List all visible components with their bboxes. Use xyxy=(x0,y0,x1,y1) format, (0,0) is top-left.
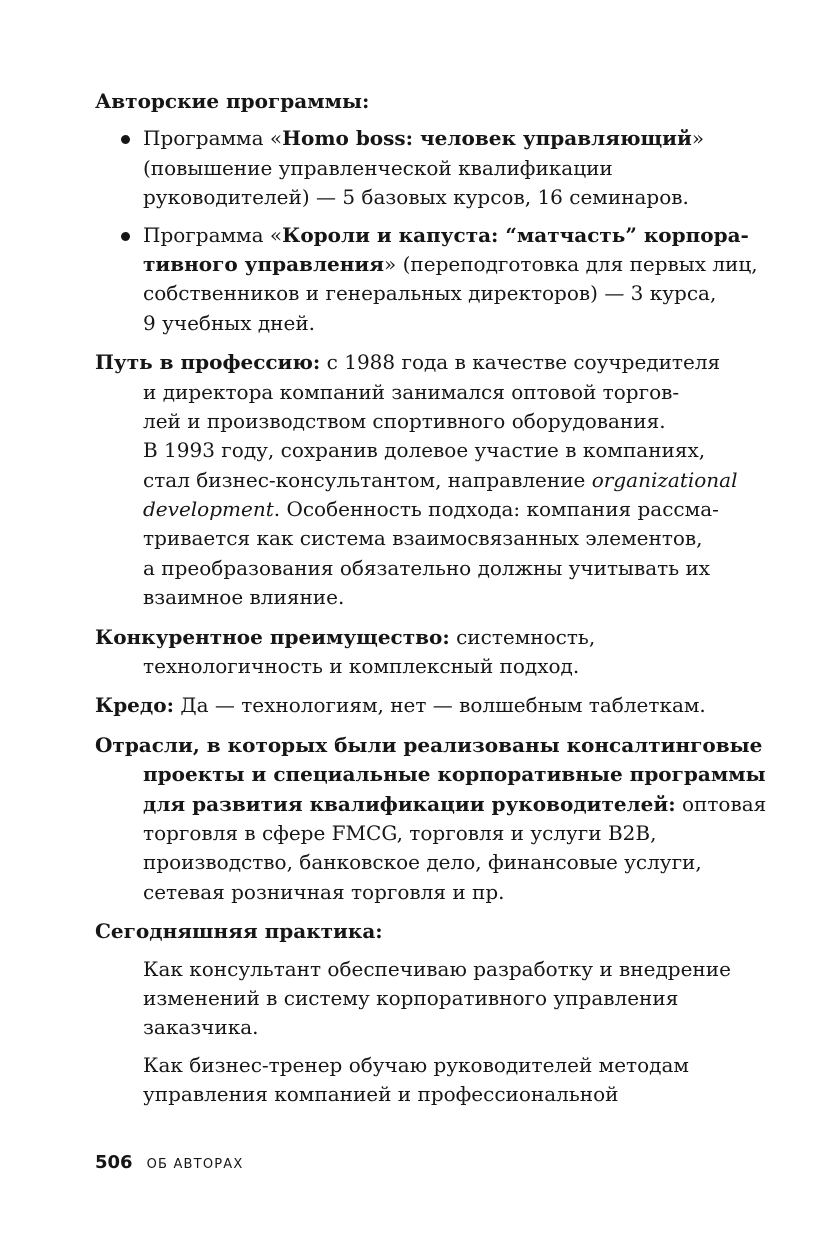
practice-heading: Сегодняшняя практика: xyxy=(95,919,383,944)
author-programs-heading: Авторские программы: xyxy=(95,89,370,113)
bullet-icon xyxy=(121,232,130,241)
career-label: Путь в профессию: xyxy=(95,350,321,375)
advantage-section: Конкурентное преимущество: системность, технологичность и комплексный подход. xyxy=(95,624,596,679)
advantage-label: Конкурентное преимущество: xyxy=(95,624,450,649)
practice-section: Сегодняшняя практика: Как консультант обеспечиваю разработку и внедрение изменений в систему корпоративного управления заказчика. Как бизнес-тренер обучаю руководителей методам управления компанией и профессиональной xyxy=(95,917,745,1109)
program-item: Программа «Homo boss: человек управляющий» (повышение управленческой квалификации руководителей) — 5 базовых курсов, 16 семинаров. xyxy=(95,124,745,212)
credo-label: Кредо: xyxy=(95,693,174,718)
page-number: 506 xyxy=(95,1152,133,1173)
credo-section: Кредо: Да — технологиям, нет — волшебным таблеткам. xyxy=(95,693,706,718)
author-programs-section xyxy=(95,87,758,338)
program-item: Программа «Короли и капуста: “матчасть” корпора- тивного управления» (переподготовка для первых лиц, собственников и генеральных директоров) — 3 курса, 9 учебных дней. xyxy=(95,221,745,339)
page-footer xyxy=(95,1152,243,1173)
section-title: ОБ АВТОРАХ xyxy=(146,1157,244,1172)
industries-section: Отрасли, в которых были реализованы консалтинговые проекты и специальные корпоративные программы для развития квалификации руководителей: оптовая торговля в сфере FMCG, торговля и услуги B2B, производство, банковское дело, финансовые услуги, сетевая розничная торговля и пр. xyxy=(95,732,767,904)
page-body xyxy=(95,87,767,1110)
career-section: Путь в профессию: с 1988 года в качестве соучредителя и директора компаний занимался оптовой торгов- лей и производством спортивного оборудования. В 1993 году, сохранив долевое участие в компаниях, стал бизнес-консультантом, направление organizational development. Особенность подхода: компания рассма- тривается как система взаимосвязанных элементов, а преобразования обязательно должны учитывать их взаимное влияние. xyxy=(95,350,738,610)
